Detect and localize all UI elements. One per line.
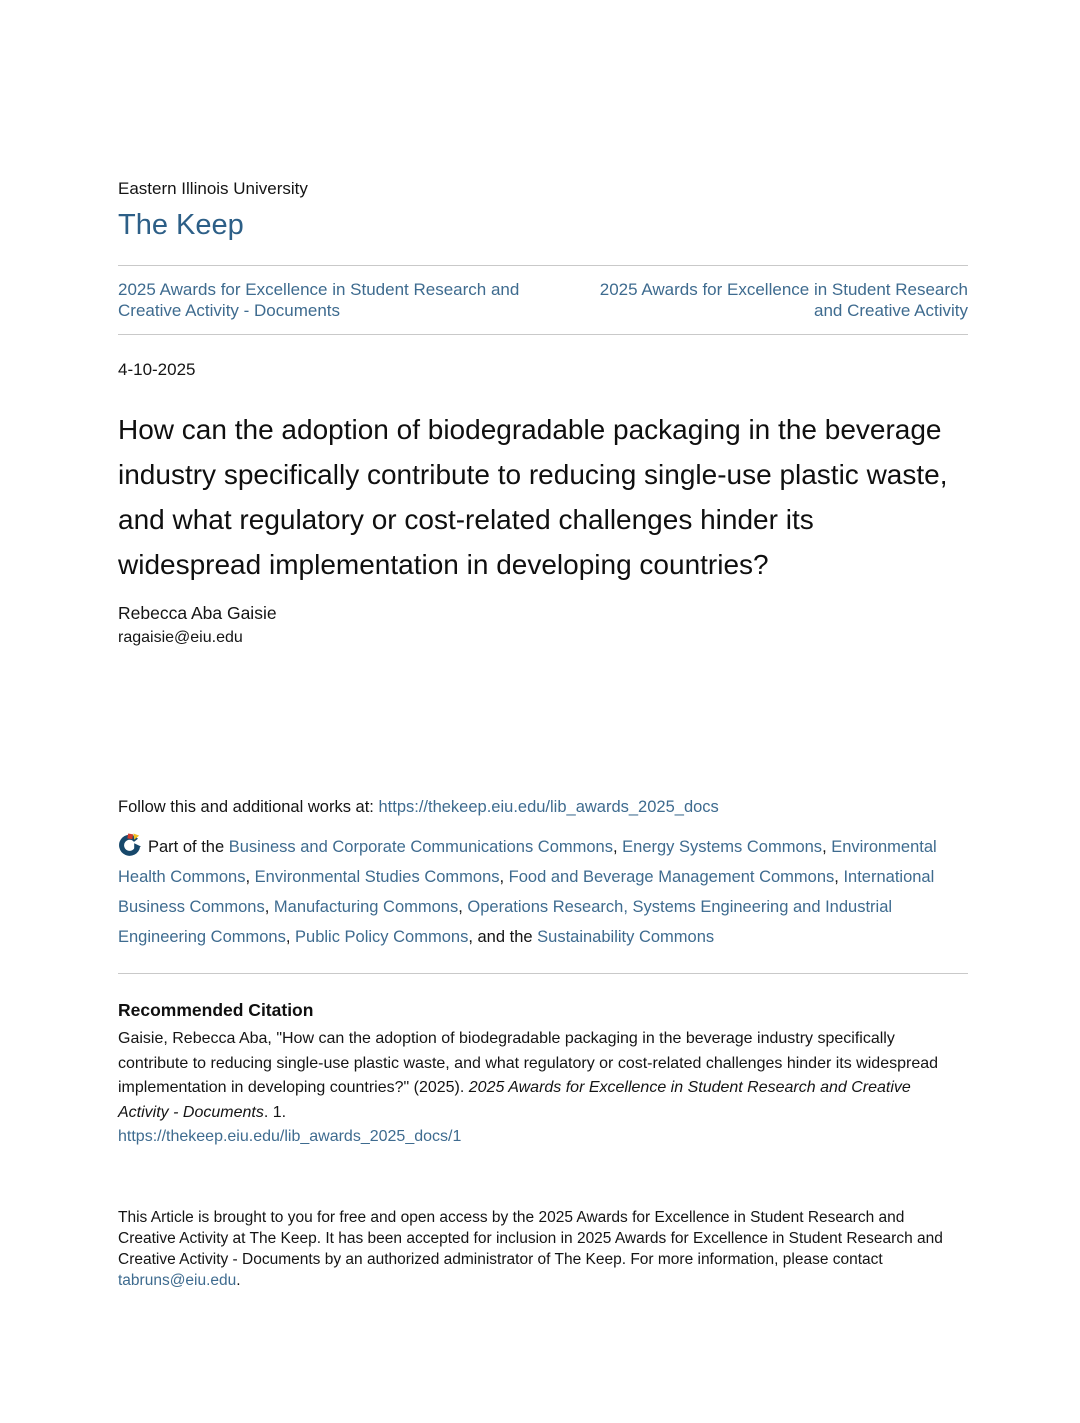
text-segment: , [499,868,509,886]
collection-links-row [118,279,968,321]
commons-link[interactable]: Business and Corporate Communications Commons [228,838,613,856]
text-segment: , [612,838,623,856]
commons-link[interactable]: Sustainability Commons [537,928,715,946]
recommended-citation-heading: Recommended Citation [118,1000,314,1020]
divider [118,973,968,974]
university-name: Eastern Illinois University [118,179,308,198]
part-of-paragraph [118,832,963,952]
commons-link[interactable]: Operations Research, Systems Engineering and Industrial Engineering Commons [118,898,893,946]
commons-link[interactable]: International Business Commons [118,868,935,916]
text-segment: , [458,898,468,916]
text-segment: , [245,868,255,886]
commons-link[interactable]: Public Policy Commons [295,928,469,946]
author-name: Rebecca Aba Gaisie [118,603,277,623]
document-title: How can the adoption of biodegradable packaging in the beverage industry specifically contribute to reducing single-use plastic waste, and what regulatory or cost-related challenges hinder its widespread implementation in developing countries? [118,414,948,580]
text-segment: . [236,1271,241,1289]
citation-url-link[interactable]: https://thekeep.eiu.edu/lib_awards_2025_docs/1 [118,1128,462,1145]
text-segment: , [822,838,832,856]
citation-segments [118,1030,938,1121]
commons-link[interactable]: Energy Systems Commons [622,838,823,856]
text-segment: , [285,928,296,946]
part-of-text [118,838,937,946]
commons-link[interactable]: Food and Beverage Management Commons [508,868,835,886]
follow-works-label: Follow this and additional works at: [118,798,379,816]
footer-contact-link[interactable]: tabruns@eiu.edu [118,1271,237,1289]
text-segment: Part of the [148,838,229,856]
text-segment: , and the [468,928,538,946]
text-segment: 2025 Awards for Excellence in Student Research and Creative Activity - Documents [118,1079,911,1121]
follow-works-link[interactable]: https://thekeep.eiu.edu/lib_awards_2025_docs [378,798,719,816]
collection-link-documents[interactable]: 2025 Awards for Excellence in Student Research and Creative Activity - Documents [118,280,520,320]
commons-link[interactable]: Manufacturing Commons [273,898,459,916]
text-segment: Gaisie, Rebecca Aba, "How can the adoption of biodegradable packaging in the beverage industry specifically contribute to reducing single-use plastic waste, and what regulatory or cost-related challenges hinder its widespread implementation in developing countries?" (2025). [118,1030,939,1096]
text-segment: , [264,898,274,916]
text-segment: . 1. [263,1103,287,1121]
footer-note [118,1207,963,1291]
divider [118,265,968,266]
publication-date: 4-10-2025 [118,360,196,379]
digital-commons-network-icon [118,833,141,857]
follow-works-line [118,796,968,818]
commons-link[interactable]: Environmental Studies Commons [254,868,500,886]
text-segment: This Article is brought to you for free and open access by the 2025 Awards for Excellence in Student Research and Creative Activity at The Keep. It has been accepted for inclusion in 2025 Awards for Excellence in Student Research and Creative Activity - Documents by an authorized administrator of The Keep. For more information, please contact [118,1208,943,1268]
divider [118,334,968,335]
collection-link-activity[interactable]: 2025 Awards for Excellence in Student Research and Creative Activity [599,280,968,320]
recommended-citation-text [118,1027,948,1150]
author-email: ragaisie@eiu.edu [118,629,243,646]
site-title: The Keep [118,209,244,241]
commons-link[interactable]: Environmental Health Commons [118,838,937,886]
text-segment: , [834,868,844,886]
